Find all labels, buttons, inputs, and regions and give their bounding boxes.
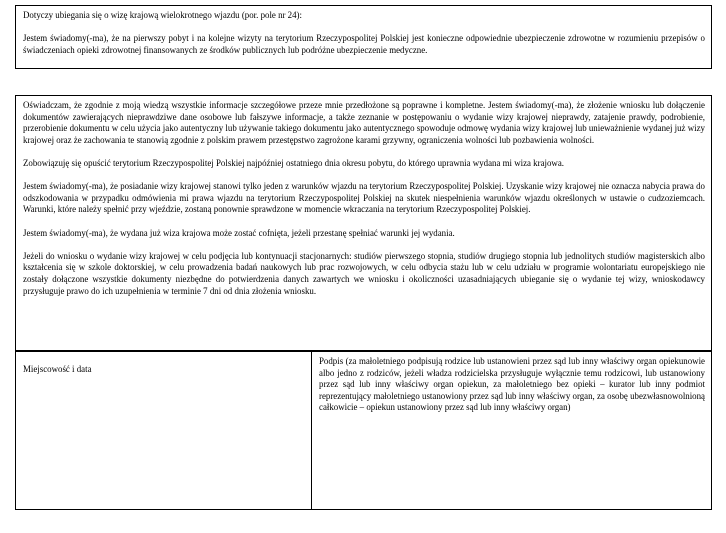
declaration-departure: Zobowiązuję się opuścić terytorium Rzeczypospolitej Polskiej najpóźniej ostatniego dnia okresu pobytu, do którego uprawnia wydana mi wiza krajowa. [23, 157, 564, 168]
signature-field[interactable] [312, 352, 711, 509]
insurance-notice-box [15, 5, 712, 69]
signature-table [15, 351, 712, 510]
insurance-notice-heading: Dotyczy ubiegania się o wizę krajową wielokrotnego wjazdu (por. pole nr 24): [23, 10, 302, 20]
declaration-entry-conditions: Jestem świadomy(-ma), że posiadanie wizy krajowej stanowi tylko jeden z warunków wjazdu na terytorium Rzeczypospolitej Polskiej. Uzyskanie wizy krajowej nie oznacza nabycia prawa do odszkodowania w przypadku odmówienia mi prawa wjazdu na terytorium Rzeczypospolitej Polskiej na skutek niespełnienia warunków wjazdu określonych w ustawie o cudzoziemcach. Warunki, które należy spełnić przy wjeździe, zostaną ponownie sprawdzone w momencie wkraczania na terytorium Rzeczypospolitej Polskiej. [23, 181, 705, 215]
declaration-truthfulness: Oświadczam, że zgodnie z moją wiedzą wszystkie informacje szczegółowe przeze mnie przedłożone są poprawne i kompletne. Jestem świadomy(-ma), że złożenie wniosku lub dołączenie dokumentów zawierających nieprawdziwe dane osobowe lub fałszywe informacje, a także zeznanie w postępowaniu o wydanie wizy krajowej nieprawdy, zatajenie prawdy, podrobienie, przerobienie dokumentu w celu użycia jako autentyczny lub używanie takiego dokumentu jako autentycznego spowoduje odmowę wydania wizy krajowej lub unieważnienie wydanej już wizy krajowej oraz że zachowania te stanowią zgodnie z polskim prawem przestępstwo zagrożone karami grzywny, ograniczenia wolności lub pozbawienia wolności. [23, 100, 705, 145]
declaration-documents-supplement: Jeżeli do wniosku o wydanie wizy krajowej w celu podjęcia lub kontynuacji stacjonarnych: studiów pierwszego stopnia, studiów drugiego stopnia lub jednolitych studiów magisterskich albo kształcenia się w szkole doktorskiej, w celu prowadzenia badań naukowych lub prac rozwojowych, w celu odbycia stażu lub w celu udziału w programie wolontariatu europejskiego nie zostały dołączone wszystkie dokumenty niezbędne do potwierdzenia danych zawartych we wniosku i okoliczności uzasadniających ubieganie się o wydanie tej wizy, wnioskodawcy przysługuje prawo do ich uzupełnienia w terminie 7 dni od dnia złożenia wniosku. [23, 250, 705, 296]
signature-label: Podpis (za małoletniego podpisują rodzice lub ustanowieni przez sąd lub inny właściwy organ opiekunowie albo jedno z rodziców, jeżeli władza rodzicielska przysługuje wyłącznie temu rodzicowi, lub ustanowiony przez sąd lub inny właściwy organ opiekun, za małoletniego bez opieki – kurator lub inny podmiot reprezentujący małoletniego ustanowiony przez sąd lub inny właściwy organ, za osobę ubezwłasnowolnioną całkowicie – opiekun ustanowiony przez sąd lub inny właściwy organ) [319, 356, 705, 413]
declarations-box [15, 95, 712, 351]
declaration-revocation: Jestem świadomy(-ma), że wydana już wiza krajowa może zostać cofnięta, jeżeli przestanę spełniać warunki jej wydania. [23, 227, 455, 238]
insurance-notice-text: Jestem świadomy(-ma), że na pierwszy pobyt i na kolejne wizyty na terytorium Rzeczypospolitej Polskiej jest konieczne odpowiednie ubezpieczenie zdrowotne w rozumieniu przepisów o świadczeniach opieki zdrowotnej finansowanych ze środków publicznych lub podróżne ubezpieczenie medyczne. [23, 33, 705, 55]
place-date-field[interactable] [16, 352, 312, 509]
place-date-label: Miejscowość i data [23, 364, 92, 374]
